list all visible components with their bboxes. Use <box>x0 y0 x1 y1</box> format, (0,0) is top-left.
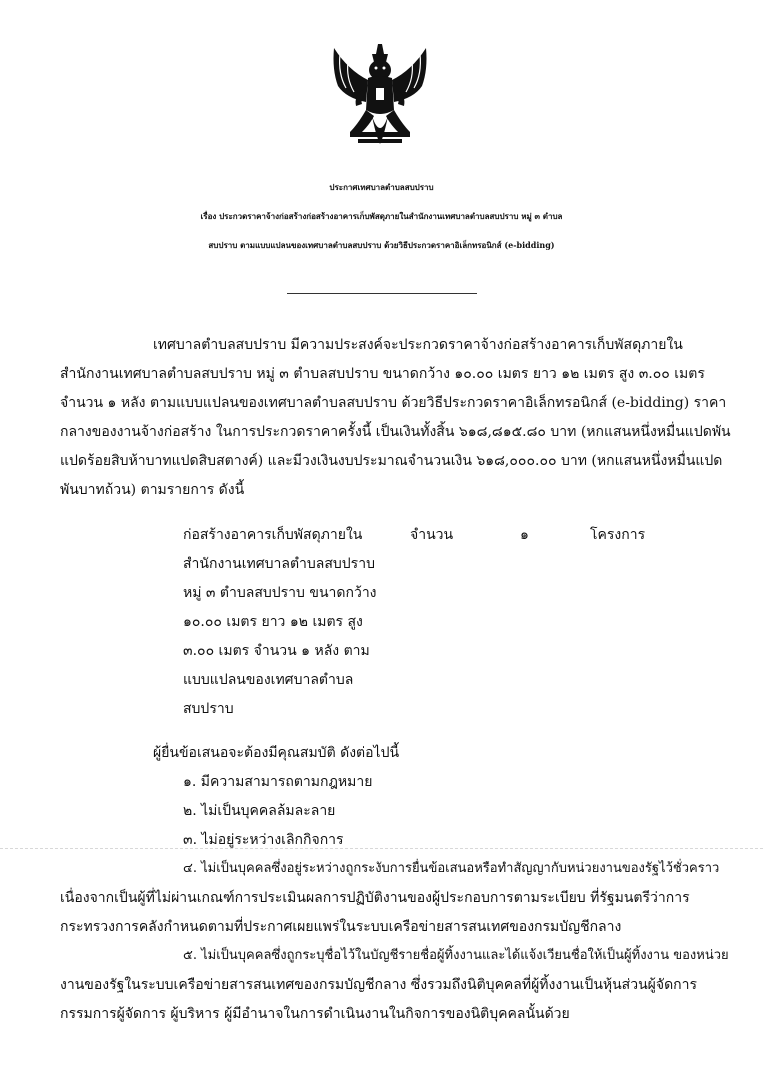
item-desc-line-1: ก่อสร้างอาคารเก็บพัสดุภายใน <box>183 527 363 543</box>
para1-line-3: จำนวน ๑ หลัง ตามแบบแปลนของเทศบาลตำบลสบปราบ ด้วยวิธีประกวดราคาอิเล็กทรอนิกส์ (e-bidding) ราคา <box>60 395 727 411</box>
item-desc-line-4: ๑๐.๐๐ เมตร ยาว ๑๒ เมตร สูง <box>183 614 363 630</box>
qualification-intro: ผู้ยื่นข้อเสนอจะต้องมีคุณสมบัติ ดังต่อไปนี้ <box>153 745 400 761</box>
qualification-3: ๓. ไม่อยู่ระหว่างเลิกกิจการ <box>183 832 344 848</box>
qualification-5-line-3: กรรมการผู้จัดการ ผู้บริหาร ผู้มีอำนาจในการดำเนินงานในกิจการของนิติบุคคลนั้นด้วย <box>60 1006 570 1022</box>
qualification-4-line-2: เนื่องจากเป็นผู้ที่ไม่ผ่านเกณฑ์การประเมินผลการปฏิบัติงานของผู้ประกอบการตามระเบียบ ที่รัฐมนตรีว่าการ <box>60 890 690 906</box>
qualification-2: ๒. ไม่เป็นบุคคลล้มละลาย <box>183 803 336 819</box>
para1-line-1: เทศบาลตำบลสบปราบ มีความประสงค์จะประกวดราคาจ้างก่อสร้างอาคารเก็บพัสดุภายใน <box>153 337 683 353</box>
item-quantity: ๑ <box>520 527 529 543</box>
item-desc-line-2: สำนักงานเทศบาลตำบลสบปราบ <box>183 556 375 572</box>
item-quantity-label: จำนวน <box>410 527 454 543</box>
para1-line-2: สำนักงานเทศบาลตำบลสบปราบ หมู่ ๓ ตำบลสบปราบ ขนาดกว้าง ๑๐.๐๐ เมตร ยาว ๑๒ เมตร สูง ๓.๐๐ เมตร <box>60 366 705 382</box>
garuda-emblem-icon <box>328 40 432 152</box>
subject-line-2: สบปราบ ตามแบบแปลนของเทศบาลตำบลสบปราบ ด้วยวิธีประกวดราคาอิเล็กทรอนิกส์ (e-bidding) <box>208 240 555 250</box>
qualification-5-line-1: ๕. ไม่เป็นบุคคลซึ่งถูกระบุชื่อไว้ในบัญชีรายชื่อผู้ทิ้งงานและได้แจ้งเวียนชื่อให้เป็นผู้ทิ้งงาน ของหน่วย <box>183 948 729 963</box>
item-unit: โครงการ <box>590 527 646 543</box>
title-divider <box>287 293 477 294</box>
para1-line-5: แปดร้อยสิบห้าบาทแปดสิบสตางค์) และมีวงเงินงบประมาณจำนวนเงิน ๖๑๘,๐๐๐.๐๐ บาท (หกแสนหนึ่งหมื่นแปด <box>60 453 723 469</box>
para1-line-6: พันบาทถ้วน) ตามรายการ ดังนี้ <box>60 482 245 498</box>
subject-line-1: เรื่อง ประกวดราคาจ้างก่อสร้างก่อสร้างอาคารเก็บพัสดุภายในสำนักงานเทศบาลตำบลสบปราบ หมู่ ๓ ตำบล <box>200 211 563 221</box>
qualification-4-line-1: ๔. ไม่เป็นบุคคลซึ่งอยู่ระหว่างถูกระงับการยื่นข้อเสนอหรือทำสัญญากับหน่วยงานของรัฐไว้ชั่วคราว <box>183 861 720 876</box>
para1-line-4: กลางของงานจ้างก่อสร้าง ในการประกวดราคาครั้งนี้ เป็นเงินทั้งสิ้น ๖๑๘,๘๑๕.๘๐ บาท (หกแสนหนึ่งหมื่นแปดพัน <box>60 424 731 440</box>
item-desc-line-7: สบปราบ <box>183 701 234 717</box>
scan-artifact-line <box>0 848 763 849</box>
item-desc-line-5: ๓.๐๐ เมตร จำนวน ๑ หลัง ตาม <box>183 643 370 659</box>
qualification-5-line-2: งานของรัฐในระบบเครือข่ายสารสนเทศของกรมบัญชีกลาง ซึ่งรวมถึงนิติบุคคลที่ผู้ทิ้งงานเป็นหุ้นส่วนผู้จัดการ <box>60 977 698 993</box>
item-desc-line-6: แบบแปลนของเทศบาลตำบล <box>183 672 354 688</box>
item-desc-line-3: หมู่ ๓ ตำบลสบปราบ ขนาดกว้าง <box>183 585 377 601</box>
qualification-1: ๑. มีความสามารถตามกฎหมาย <box>183 774 373 790</box>
document-title: ประกาศเทศบาลตำบลสบปราบ <box>329 182 434 192</box>
qualification-4-line-3: กระทรวงการคลังกำหนดตามที่ประกาศเผยแพร่ในระบบเครือข่ายสารสนเทศของกรมบัญชีกลาง <box>60 919 622 935</box>
